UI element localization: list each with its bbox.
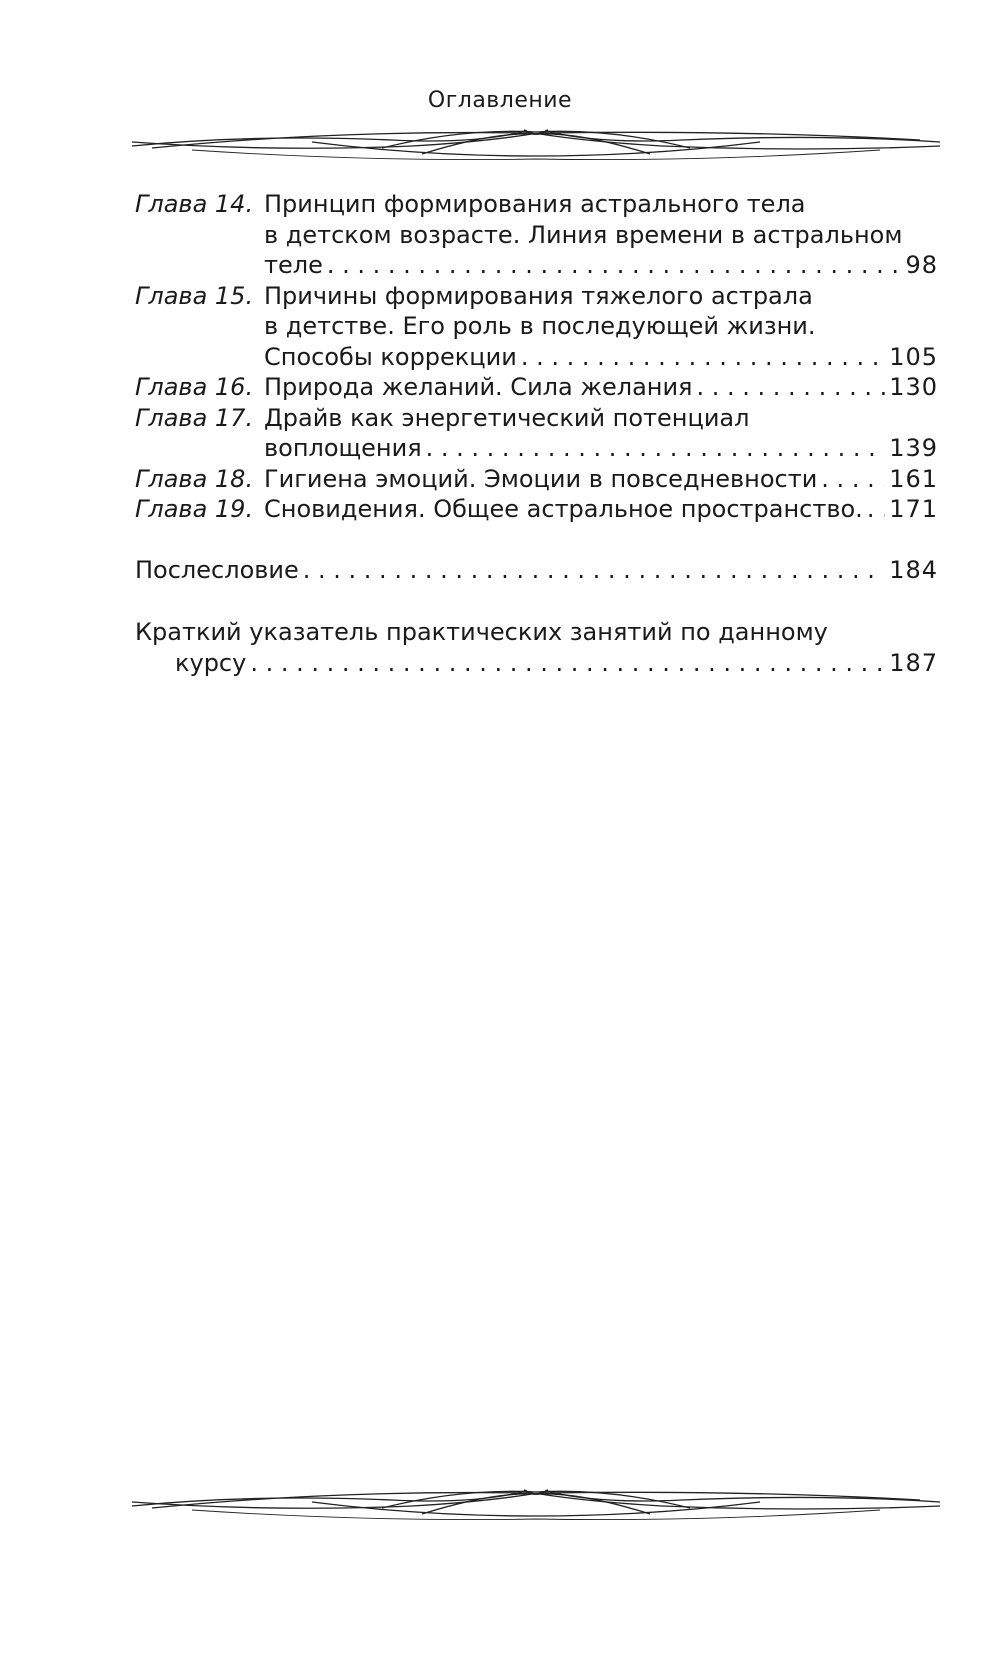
chapter-title-line: теле [264,251,323,279]
chapter-title-line: Сновидения. Общее астральное пространство. [264,495,863,523]
ornament-divider-top [132,126,940,162]
toc-entry-ch14[interactable] [135,189,938,281]
dot-leader [250,648,885,679]
ornament-divider-bottom [132,1486,940,1522]
dot-leader [327,250,902,281]
chapter-title-line: Природа желаний. Сила желания [264,373,693,401]
index-title-line: курсу [175,648,247,677]
chapter-title-line: воплощения [264,434,422,462]
index-title-line: Краткий указатель практических занятий по данному [135,618,828,646]
chapter-title-line: Гигиена эмоций. Эмоции в повседневности [264,464,818,493]
dot-leader [867,494,885,525]
dot-leader [303,555,885,586]
dot-leader [521,342,885,373]
page-number: 171 [889,495,938,523]
toc-entry-ch18[interactable] [135,464,938,495]
toc-entry-ch17[interactable] [135,403,938,464]
chapter-title-line: Принцип формирования астрального тела [264,190,806,218]
page-number: 184 [889,556,938,584]
dot-leader [821,464,885,495]
afterword-title: Послесловие [135,556,299,584]
page-number: 139 [889,434,938,462]
toc-entry-practice-index[interactable] [135,617,938,678]
chapter-title-line: в детстве. Его роль в последующей жизни. [264,312,816,340]
toc-chapters [135,189,938,525]
toc-entry-ch16[interactable] [135,372,938,403]
dot-leader [426,433,886,464]
toc-entry-afterword[interactable] [135,555,938,586]
chapter-title-line: Драйв как энергетический потенциал [264,403,750,432]
chapter-label: Глава 17. [135,403,254,432]
chapter-label: Глава 16. [135,373,254,401]
page-number: 105 [889,342,938,371]
chapter-title-line: Способы коррекции [264,342,517,371]
chapter-label: Глава 15. [135,281,254,310]
toc-entry-ch15[interactable] [135,281,938,373]
chapter-title-line: Причины формирования тяжелого астрала [264,281,813,310]
chapter-label: Глава 18. [135,464,254,493]
dot-leader [697,372,886,403]
page-number: 98 [905,251,938,279]
page-number: 161 [889,464,938,493]
chapter-label: Глава 19. [135,495,254,523]
chapter-label: Глава 14. [135,190,254,218]
page-number: 130 [889,373,938,401]
toc-entry-ch19[interactable] [135,494,938,525]
page-number: 187 [889,648,938,677]
chapter-title-line: в детском возрасте. Линия времени в астральном [264,220,903,249]
running-head: Оглавление [427,88,573,113]
